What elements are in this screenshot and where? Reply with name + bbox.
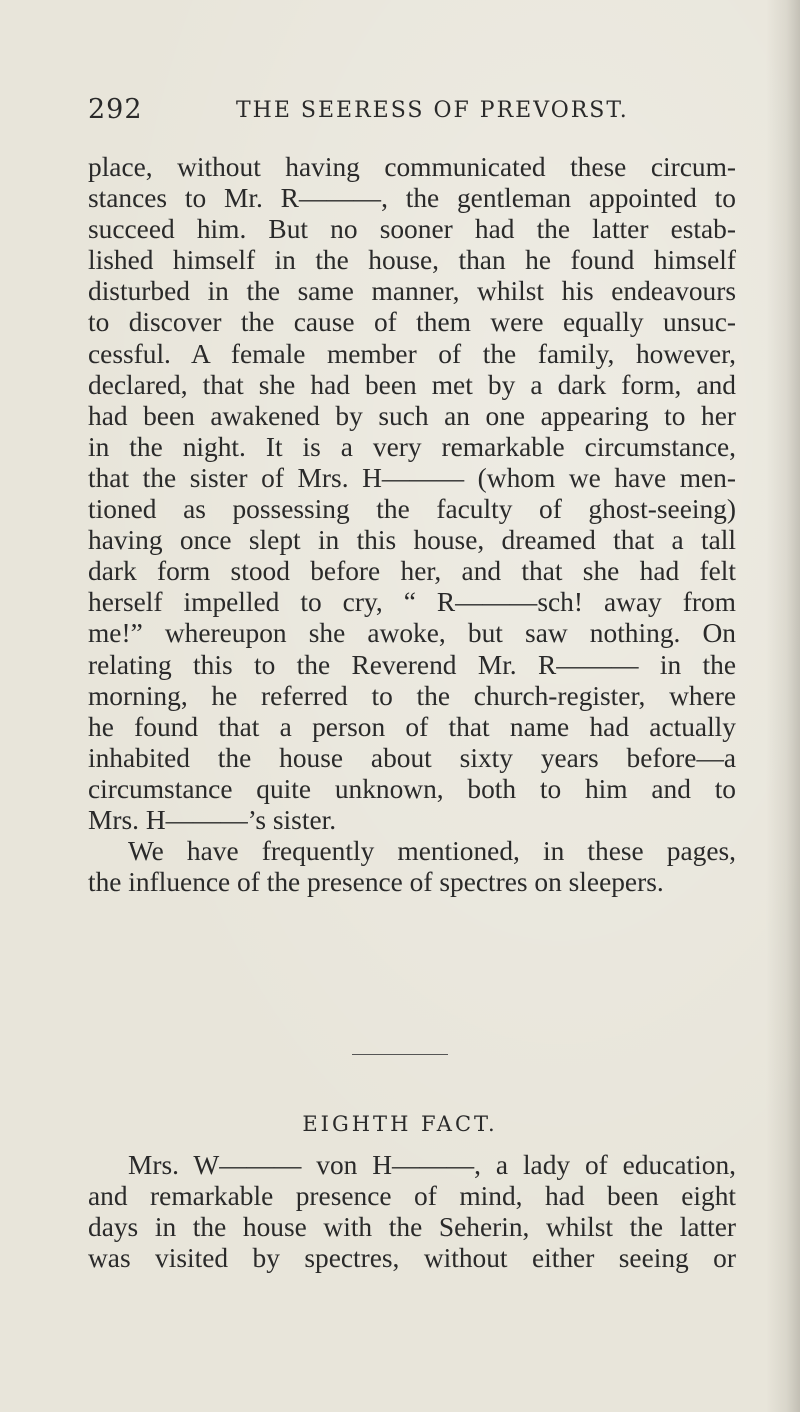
section-divider [352,1054,448,1055]
text-line: place, without having communicated these circum- [88,152,736,182]
text-line: stances to Mr. R———, the gentleman appointed to [88,183,736,214]
text-line: days in the house with the Seherin, whilst the latter [88,1212,736,1243]
text-line: declared, that she had been met by a dark form, and [88,369,736,400]
page-edge-shadow [766,0,800,1412]
text-line: herself impelled to cry, “ R———sch! away from [88,587,736,618]
text-line: lished himself in the house, than he found himself [88,245,736,276]
text-line: had been awakened by such an one appearing to her [88,400,736,431]
text-line: he found that a person of that name had actually [88,711,736,742]
text-line: tioned as possessing the faculty of ghost-seeing) [88,494,736,525]
text-line: and remarkable presence of mind, had been eight [88,1181,736,1212]
section-heading: EIGHTH FACT. [302,1112,498,1136]
text-line: dark form stood before her, and that she had felt [88,556,736,587]
text-line: the influence of the presence of spectres on sleepers. [88,867,664,898]
text-line: disturbed in the same manner, whilst his endeavours [88,276,736,307]
text-line: that the sister of Mrs. H——— (whom we have men- [88,462,736,493]
text-line: Mrs. H———’s sister. [88,804,337,835]
running-head [88,94,728,134]
main-text-block [88,152,736,898]
text-line: was visited by spectres, without either seeing or [88,1243,736,1274]
text-line: Mrs. W——— von H———, a lady of education, [128,1150,736,1180]
section-text-block [88,1150,736,1274]
page-number: 292 [88,94,143,125]
running-title: THE SEERESS OF PREVORST. [236,98,629,123]
text-line: to discover the cause of them were equally unsuc- [88,307,736,338]
text-line: We have frequently mentioned, in these pages, [128,836,736,867]
text-line: cessful. A female member of the family, however, [88,338,736,369]
text-line: having once slept in this house, dreamed that a tall [88,525,736,556]
text-line: circumstance quite unknown, both to him and to [88,773,736,804]
text-line: in the night. It is a very remarkable circumstance, [88,431,736,462]
text-line: me!” whereupon she awoke, but saw nothing. On [88,618,736,649]
text-line: inhabited the house about sixty years before—a [88,742,736,773]
text-line: succeed him. But no sooner had the latter estab- [88,214,736,245]
text-line: relating this to the Reverend Mr. R——— in the [88,649,736,680]
text-line: morning, he referred to the church-register, where [88,680,736,711]
